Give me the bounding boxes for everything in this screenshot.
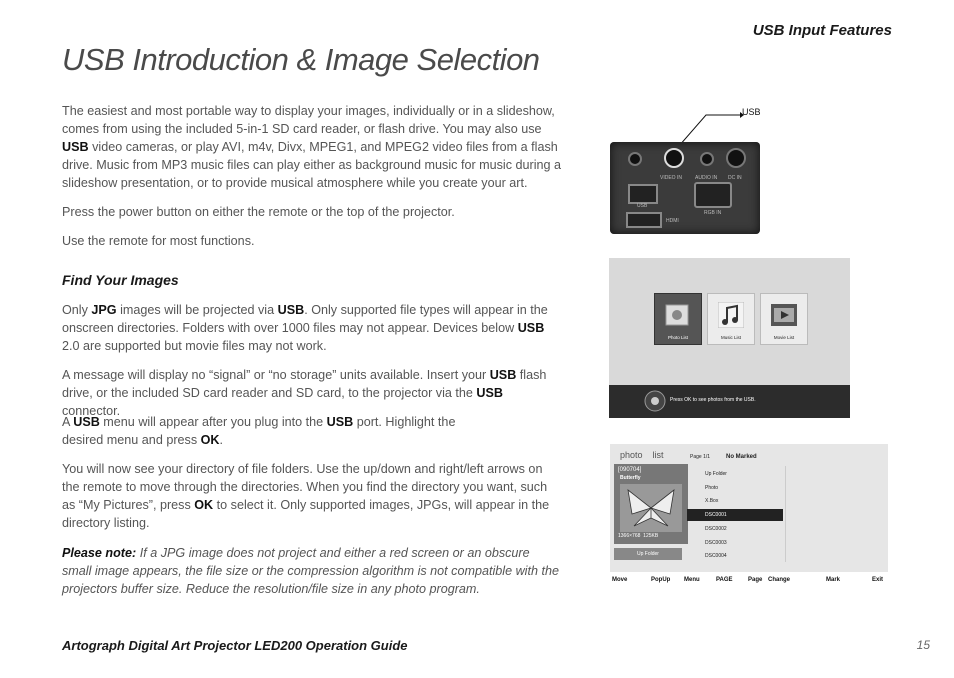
rgb-in-label: RGB IN [704, 210, 722, 216]
hdmi-port [626, 212, 662, 228]
photo-thumbnail [614, 464, 688, 544]
video-in-label: VIDEO IN [660, 175, 682, 181]
rgb-in-port [694, 182, 732, 208]
usb-menu-screenshot [609, 258, 850, 418]
audio-in-jack [700, 152, 714, 166]
control-popup: PopUp [651, 577, 671, 583]
find-images-heading: Find Your Images [62, 272, 179, 288]
page-number: 15 [916, 638, 930, 652]
file-row[interactable]: X.Box [705, 498, 719, 504]
music-list-label: Music List [720, 335, 741, 340]
usb-callout-label: USB [742, 107, 761, 117]
music-list-tile[interactable] [707, 293, 755, 345]
menu-hint-text: Press OK to see photos from the USB. [670, 397, 756, 403]
browser-detail-pane [785, 466, 882, 562]
menu-hint-bar [609, 385, 850, 418]
control-move: Move [612, 577, 628, 583]
butterfly-image [620, 484, 682, 532]
browser-page: Page 1/1 [690, 454, 711, 460]
footer-guide-title: Artograph Digital Art Projector LED200 Operation Guide [62, 638, 408, 653]
file-row[interactable]: Up Folder [705, 471, 727, 477]
hdmi-label: HDMI [666, 218, 679, 224]
photo-list-label: Photo List [667, 335, 688, 340]
music-icon [718, 302, 744, 328]
dc-in-jack [726, 148, 746, 168]
usb-port [628, 184, 658, 204]
find-paragraph-3: A USB menu will appear after you plug into the USB port. Highlight the desired menu and press OK. [62, 415, 456, 447]
image-info: 1366×768 125KB [618, 533, 659, 539]
control-mark: Mark [826, 577, 841, 583]
folder-name: Butterfly [620, 475, 641, 481]
intro-paragraph-3: Use the remote for most functions. [62, 234, 255, 248]
dc-in-label: DC IN [728, 175, 742, 181]
file-row-selected[interactable]: DSC0001 [687, 509, 783, 521]
file-row[interactable]: DSC0004 [705, 553, 727, 559]
find-paragraph-2: A message will display no “signal” or “no storage” units available. Insert your USB flash drive, or the included SD card reader and SD card, to the projector via the USB connector. [62, 368, 547, 418]
control-page: PAGE [716, 577, 733, 583]
video-in-jack [664, 148, 684, 168]
intro-paragraph-2: Press the power button on either the remote or the top of the projector. [62, 205, 455, 219]
remote-dpad-icon [643, 389, 667, 413]
movie-list-tile[interactable] [760, 293, 808, 345]
audio-in-label: AUDIO IN [695, 175, 718, 181]
control-menu: Menu [684, 577, 700, 583]
section-label: USB Input Features [752, 22, 892, 39]
file-row[interactable]: Photo [705, 485, 719, 491]
page-title: USB Introduction & Image Selection [62, 42, 540, 77]
browser-tabs: photo list [620, 450, 664, 460]
photo-icon [665, 302, 691, 328]
intro-paragraph-1: The easiest and most portable way to display your images, individually or in a slideshow, comes from using the included 5-in-1 SD card reader, or flash drive. You may also use USB video cameras, or play AVI, m4v, Divx, MPEG1, and MPEG2 video files from a flash drive. Music from MP3 music files can play either as background music for music during a slideshow presentation, or to provide musical atmosphere while you create your art. [62, 104, 562, 190]
usb-port-label: USB [637, 203, 648, 209]
up-folder-button[interactable]: Up Folder [614, 548, 682, 560]
file-row[interactable]: DSC0003 [705, 540, 727, 546]
film-icon [771, 302, 797, 328]
control-page-label: Page [748, 577, 763, 583]
headphone-jack [628, 152, 642, 166]
file-browser-screenshot [610, 444, 888, 572]
control-change: Change [768, 577, 791, 583]
photo-list-tile[interactable] [654, 293, 702, 345]
folder-tag: [090704] [618, 467, 642, 473]
control-exit: Exit [872, 577, 884, 583]
usb-connector-panel-photo [610, 142, 760, 234]
file-row[interactable]: DSC0002 [705, 526, 727, 532]
browser-marked: No Marked [726, 454, 757, 460]
find-paragraph-4: You will now see your directory of file folders. Use the up/down and right/left arrows on the remote to move through the directories. When you find the directory you want, such as “My Pictures”, press OK to select it. Only supported images, JPGs, will appear in the directory listing. [62, 462, 550, 530]
movie-list-label: Movie List [773, 335, 795, 340]
find-paragraph-1: Only JPG images will be projected via USB. Only supported file types will appear in the onscreen directories. Folders with over 1000 files may not appear. Devices below USB 2.0 are supported but movie files may not work. [62, 303, 548, 353]
please-note: Please note: If a JPG image does not project and either a red screen or an obscure small image appears, the file size or the compression algorithm is not compatible with the projectors buffer size. Reduce the resolution/file size in any photo program. [62, 546, 559, 596]
